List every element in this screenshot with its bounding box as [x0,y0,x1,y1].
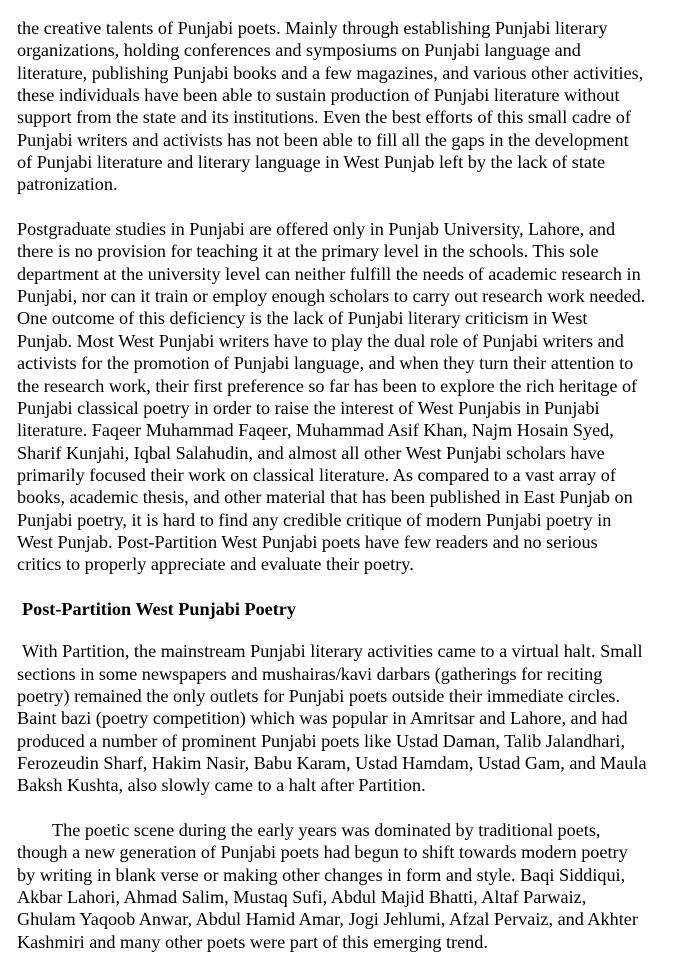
text-line: though a new generation of Punjabi poets had begun to shift towards modern poetry [17,842,628,863]
text-line: With Partition, the mainstream Punjabi literary activities came to a virtual halt. Small [22,641,643,662]
text-line: organizations, holding conferences and symposiums on Punjabi language and [17,40,581,61]
text-line: West Punjab. Post-Partition West Punjabi poets have few readers and no serious [17,531,598,552]
text-line: Baint bazi (poetry competition) which was popular in Amritsar and Lahore, and had [17,708,628,729]
document-page [17,17,693,953]
text-line: Punjabi writers and activists has not been able to fill all the gaps in the development [17,129,629,150]
text-line: department at the university level can neither fulfill the needs of academic research in [17,263,641,284]
text-line: the research work, their first preference so far has been to explore the rich heritage of [17,375,638,396]
text-line: Postgraduate studies in Punjabi are offered only in Punjab University, Lahore, and [17,219,616,240]
text-line: patronization. [17,174,118,195]
text-line: literature. Faqeer Muhammad Faqeer, Muhammad Asif Khan, Najm Hosain Syed, [17,420,614,441]
paragraph-literary-activism [17,17,693,196]
text-line: there is no provision for teaching it at the primary level in the schools. This sole [17,241,599,262]
text-line: support from the state and its institutions. Even the best efforts of this small cadre of [17,107,631,128]
text-line: these individuals have been able to sustain production of Punjabi literature without [17,85,620,106]
text-line: literature, publishing Punjabi books and a few magazines, and various other activities, [17,62,644,83]
text-line: critics to properly appreciate and evaluate their poetry. [17,554,414,575]
paragraph-partition-halt [17,640,693,796]
text-line: primarily focused their work on classical literature. As compared to a vast array of [17,464,616,485]
text-line: The poetic scene during the early years was dominated by traditional poets, [52,820,601,841]
text-line: Punjab. Most West Punjabi writers have to play the dual role of Punjabi writers and [17,330,624,351]
text-line: Punjabi, nor can it train or employ enough scholars to carry out research work needed. [17,286,646,307]
text-line: Punjabi poetry, it is hard to find any credible critique of modern Punjabi poetry in [17,509,612,530]
text-line: Ghulam Yaqoob Anwar, Abdul Hamid Amar, Jogi Jehlumi, Afzal Pervaiz, and Akhter [17,909,638,930]
text-line: by writing in blank verse or making other changes in form and style. Baqi Siddiqui, [17,864,626,885]
section-heading: Post-Partition West Punjabi Poetry [22,598,296,619]
text-line: Baksh Kushta, also slowly came to a halt after Partition. [17,775,426,796]
text-line: activists for the promotion of Punjabi language, and when they turn their attention to [17,353,634,374]
text-line: sections in some newspapers and mushairas/kavi darbars (gatherings for reciting [17,663,603,684]
text-line: Akbar Lahori, Ahmad Salim, Mustaq Sufi, Abdul Majid Bhatti, Altaf Parwaiz, [17,887,587,908]
paragraph-poetic-scene [17,819,693,953]
text-line: Sharif Kunjahi, Iqbal Salahudin, and almost all other West Punjabi scholars have [17,442,605,463]
text-line: Punjabi classical poetry in order to raise the interest of West Punjabis in Punjabi [17,397,600,418]
text-line: produced a number of prominent Punjabi poets like Ustad Daman, Talib Jalandhari, [17,730,626,751]
paragraph-postgraduate-studies [17,218,693,576]
text-line: poetry) remained the only outlets for Punjabi poets outside their immediate circles. [17,685,621,706]
text-line: Ferozeudin Sharf, Hakim Nasir, Babu Karam, Ustad Hamdam, Ustad Gam, and Maula [17,753,647,773]
text-line: of Punjabi literature and literary language in West Punjab left by the lack of state [17,152,606,173]
text-line: One outcome of this deficiency is the lack of Punjabi literary criticism in West [17,308,588,329]
text-line: Kashmiri and many other poets were part of this emerging trend. [17,931,488,952]
text-line: the creative talents of Punjabi poets. Mainly through establishing Punjabi literary [17,18,608,38]
text-line: books, academic thesis, and other material that has been published in East Punjab on [17,487,633,508]
